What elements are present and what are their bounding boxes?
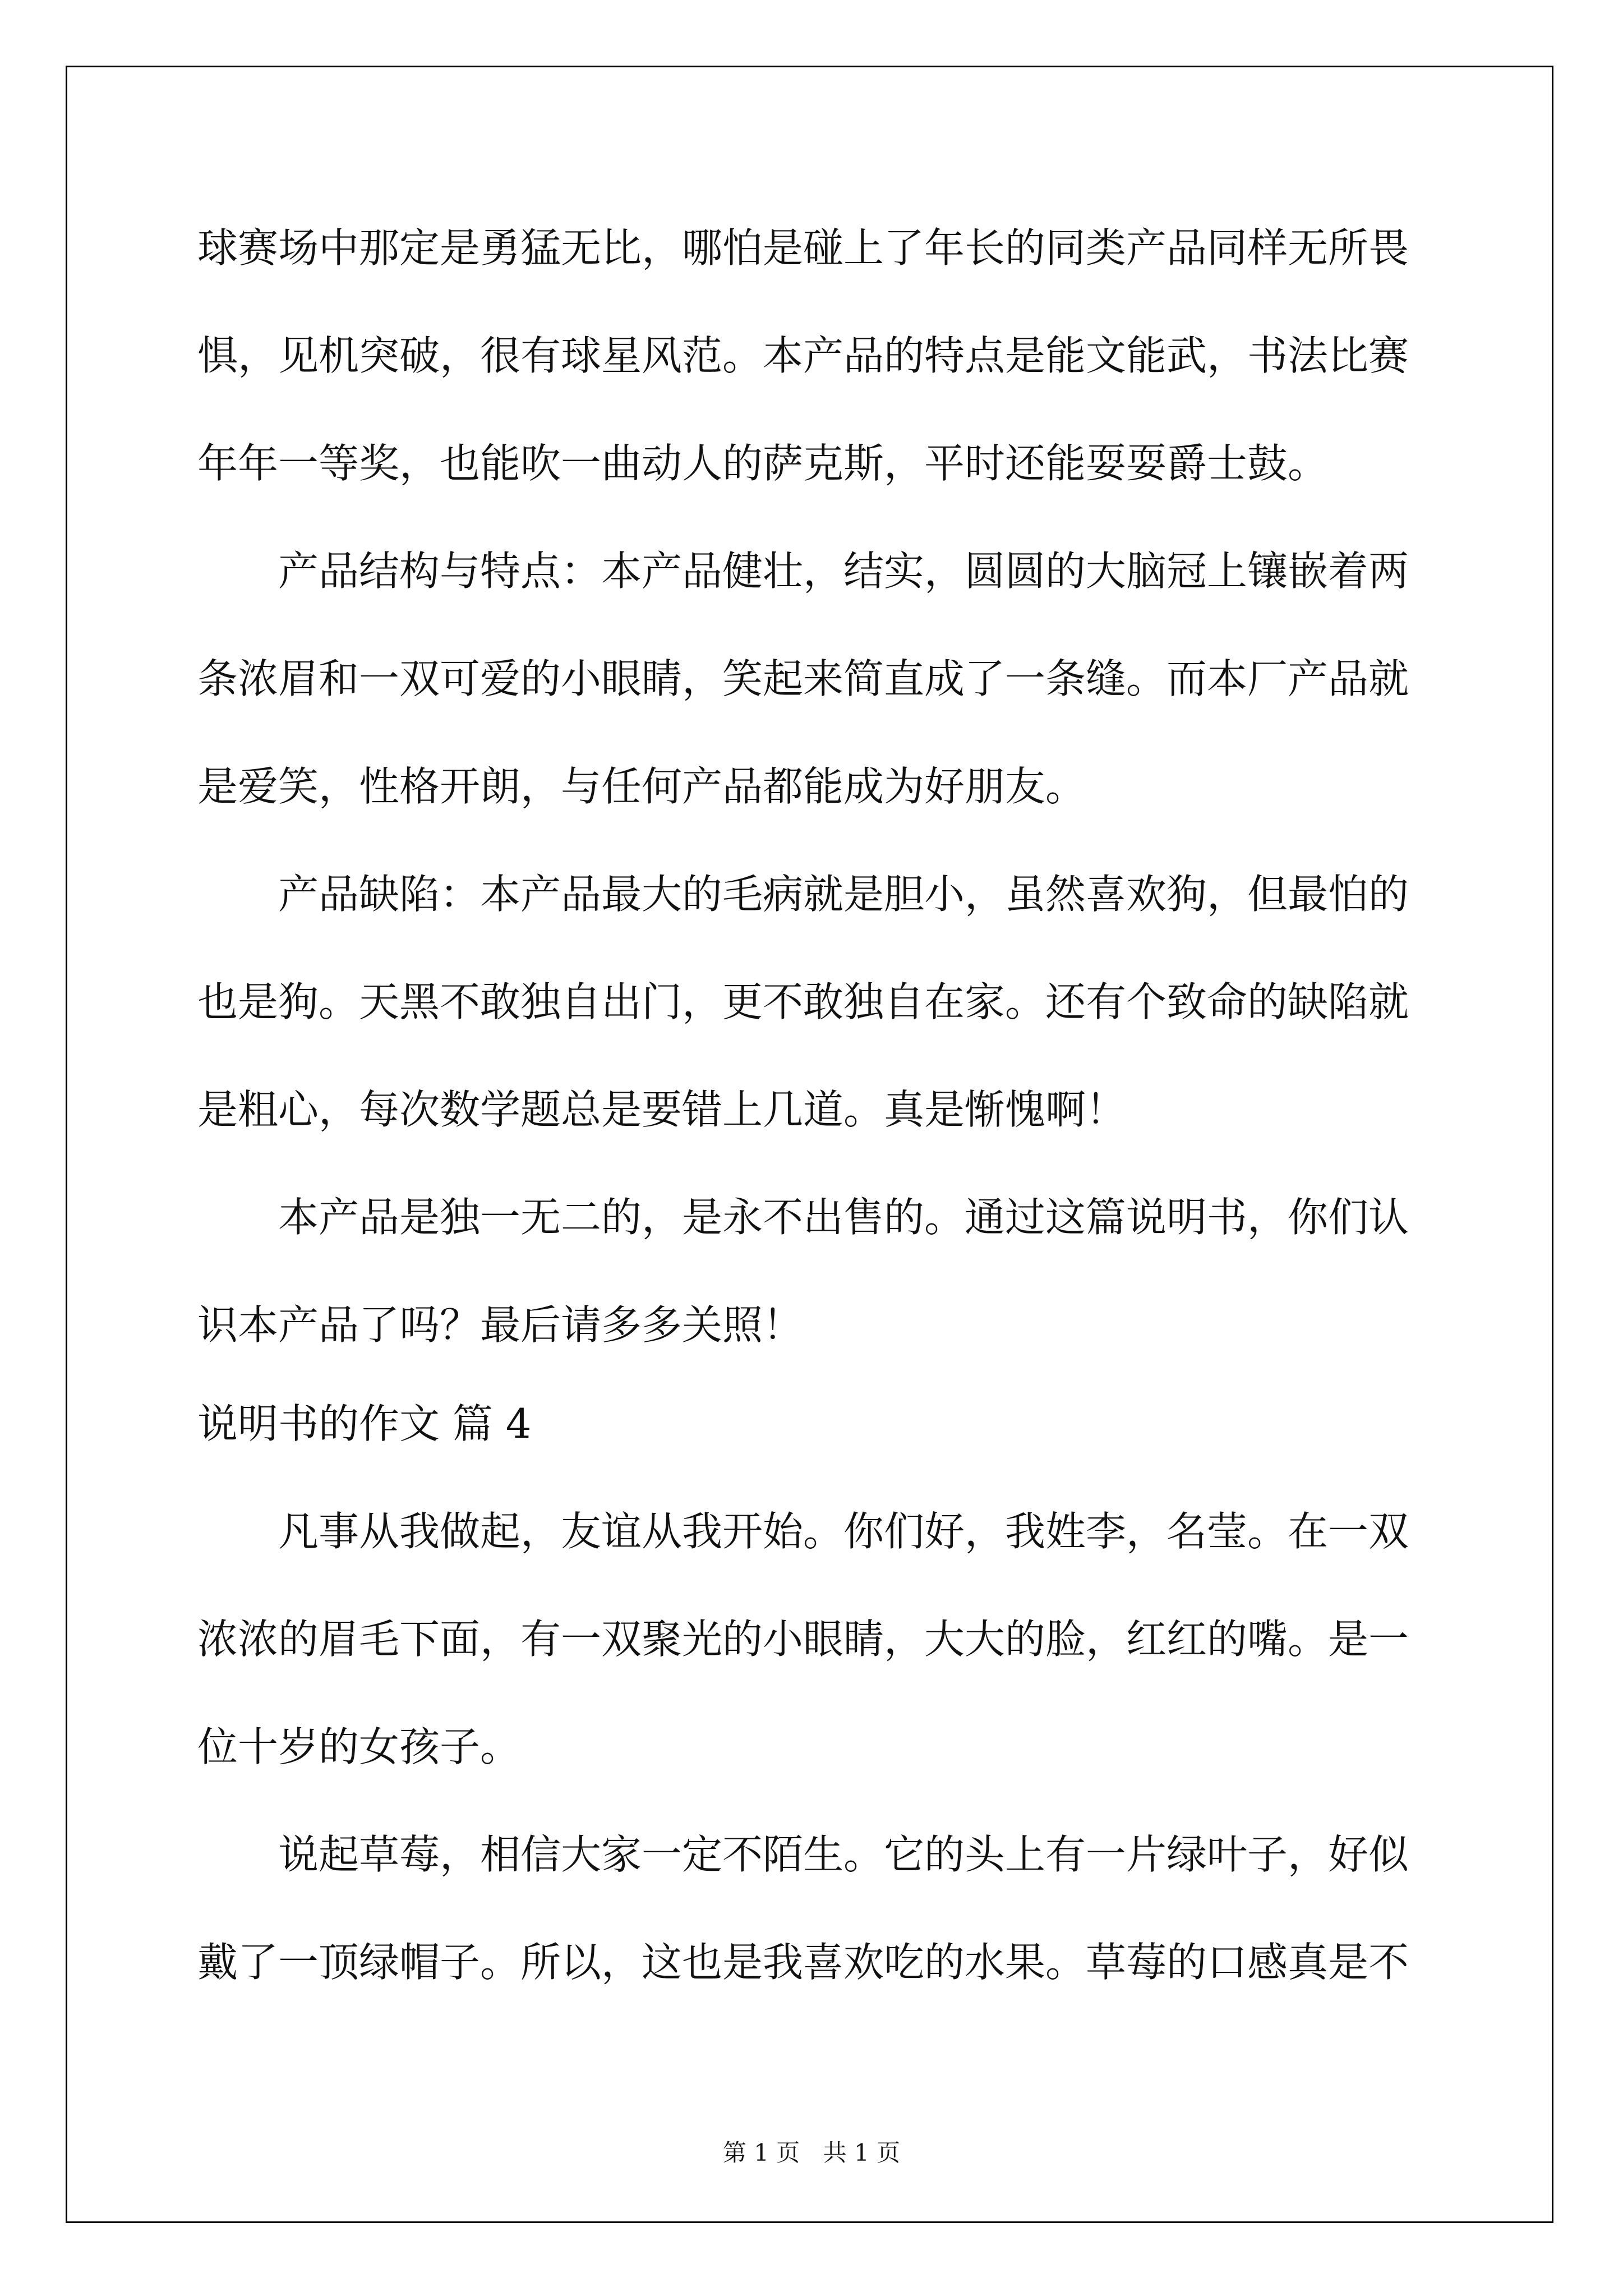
text-line: 也是狗。天黑不敢独自出门，更不敢独自在家。还有个致命的缺陷就 <box>197 978 1409 1025</box>
text-line: 条浓眉和一双可爱的小眼睛，笑起来简直成了一条缝。而本厂产品就 <box>197 655 1409 702</box>
paragraph-start-line: 本产品是独一无二的，是永不出售的。通过这篇说明书，你们认 <box>278 1194 1409 1241</box>
text-line: 戴了一顶绿帽子。所以，这也是我喜欢吃的水果。草莓的口感真是不 <box>197 1939 1409 1986</box>
text-line: 惧，见机突破，很有球星风范。本产品的特点是能文能武，书法比赛 <box>197 332 1409 379</box>
page-border <box>66 66 1553 2223</box>
paragraph-start-line: 产品结构与特点：本产品健壮，结实，圆圆的大脑冠上镶嵌着两 <box>278 547 1409 595</box>
text-line: 浓浓的眉毛下面，有一双聚光的小眼睛，大大的脸，红红的嘴。是一 <box>197 1616 1409 1663</box>
section-heading: 说明书的作文 篇 4 <box>197 1400 532 1447</box>
page-total: 共 1 页 <box>823 2139 901 2166</box>
page-number: 第 1 页 <box>722 2139 800 2166</box>
paragraph-start-line: 产品缺陷：本产品最大的毛病就是胆小，虽然喜欢狗，但最怕的 <box>278 871 1409 918</box>
text-line: 识本产品了吗？最后请多多关照！ <box>197 1301 804 1349</box>
text-line: 年年一等奖，也能吹一曲动人的萨克斯，平时还能耍耍爵士鼓。 <box>197 440 1329 487</box>
text-line: 是爱笑，性格开朗，与任何产品都能成为好朋友。 <box>197 763 1086 810</box>
paragraph-start-line: 凡事从我做起，友谊从我开始。你们好，我姓李，名莹。在一双 <box>278 1508 1409 1555</box>
paragraph-start-line: 说起草莓，相信大家一定不陌生。它的头上有一片绿叶子，好似 <box>278 1831 1409 1878</box>
text-line: 球赛场中那定是勇猛无比，哪怕是碰上了年长的同类产品同样无所畏 <box>197 224 1409 272</box>
text-line: 位十岁的女孩子。 <box>197 1723 521 1770</box>
page-footer <box>0 2136 1623 2170</box>
text-line: 是粗心，每次数学题总是要错上几道。真是惭愧啊！ <box>197 1086 1127 1133</box>
